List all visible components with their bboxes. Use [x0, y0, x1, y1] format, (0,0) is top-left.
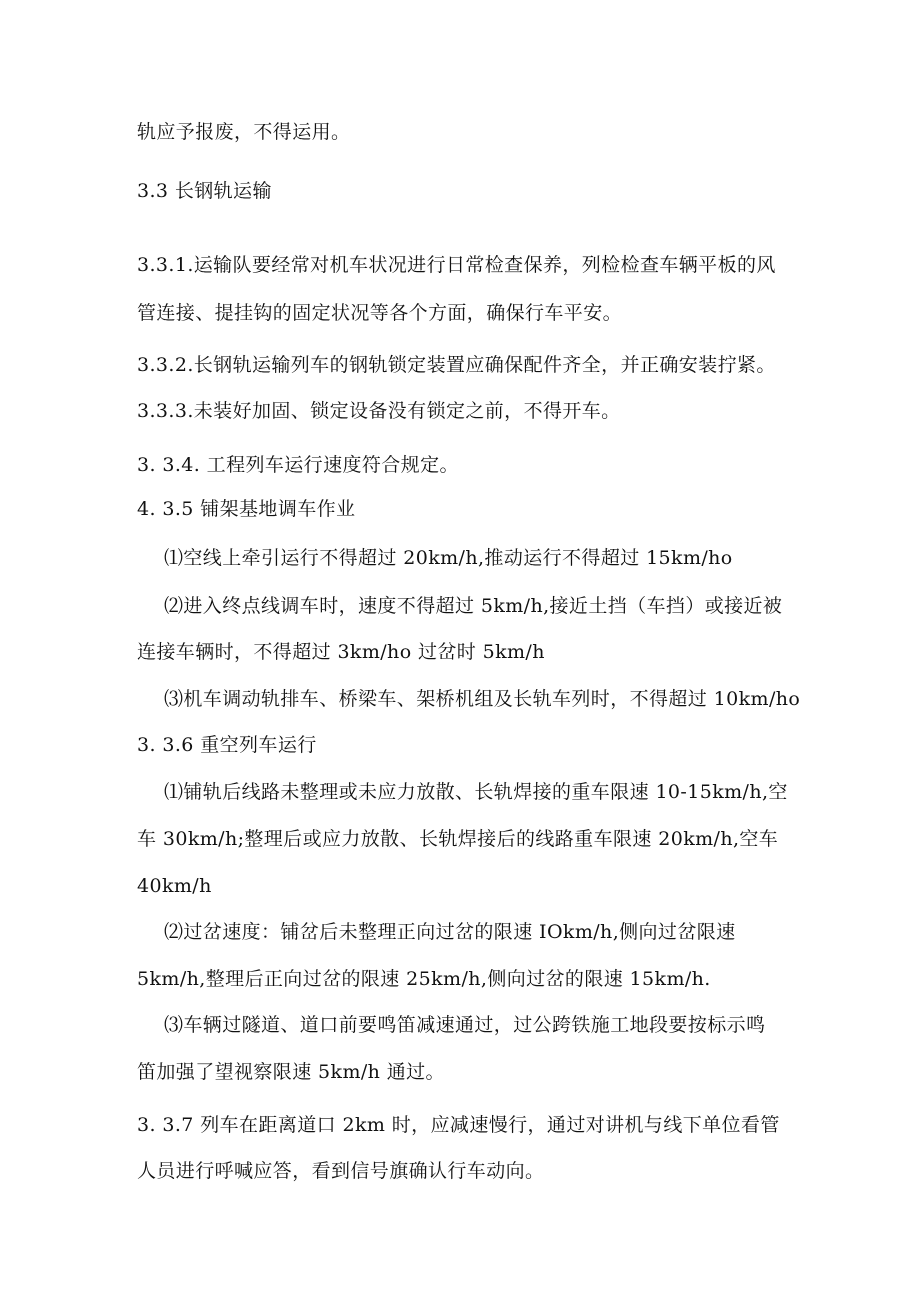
list-item: ⑶机车调动轨排车、桥梁车、架桥机组及长轨车列时，不得超过 10km/ho — [164, 688, 801, 710]
text-line: 人员进行呼喊应答，看到信号旗确认行车动向。 — [137, 1160, 545, 1182]
list-item: ⑵过岔速度：铺岔后未整理正向过岔的限速 IOkm∕h,侧向过岔限速 — [164, 921, 736, 943]
text-line: 3.3.2.长钢轨运输列车的钢轨锁定装置应确保配件齐全，并正确安装拧紧。 — [137, 354, 776, 376]
list-item: ⑵进入终点线调车时，速度不得超过 5km/h,接近土挡（车挡）或接近被 — [164, 595, 783, 617]
text-line: 轨应予报废，不得运用。 — [137, 121, 351, 143]
list-item: ⑴铺轨后线路未整理或未应力放散、长轨焊接的重车限速 10-15km∕h,空 — [164, 781, 788, 803]
text-line: 3.3.1.运输队要经常对机车状况进行日常检查保养，列检检查车辆平板的风 — [137, 254, 776, 276]
text-line: 笛加强了望视察限速 5km∕h 通过。 — [137, 1061, 445, 1083]
list-item: ⑶车辆过隧道、道口前要鸣笛减速通过，过公跨铁施工地段要按标示鸣 — [164, 1014, 766, 1036]
text-line: 连接车辆时，不得超过 3km/ho 过岔时 5km/h — [137, 641, 545, 663]
section-heading: 3. 3.6 重空列车运行 — [137, 734, 317, 756]
list-item: ⑴空线上牵引运行不得超过 20km∕h,推动运行不得超过 15km/ho — [164, 547, 733, 569]
text-line: 40km∕h — [137, 875, 212, 897]
text-line: 管连接、提挂钩的固定状况等各个方面，确保行车平安。 — [137, 302, 623, 324]
section-heading: 3.3 长钢轨运输 — [137, 180, 272, 202]
text-line: 5km∕h,整理后正向过岔的限速 25km∕h,侧向过岔的限速 15km/h. — [137, 968, 711, 990]
section-heading: 4. 3.5 铺架基地调车作业 — [137, 498, 356, 520]
text-line: 3.3.3.未装好加固、锁定设备没有锁定之前，不得开车。 — [137, 400, 621, 422]
text-line: 车 30km∕h;整理后或应力放散、长轨焊接后的线路重车限速 20km∕h,空车 — [137, 828, 779, 850]
text-line: 3. 3.4. 工程列车运行速度符合规定。 — [137, 454, 459, 476]
text-line: 3. 3.7 列车在距离道口 2km 时，应减速慢行，通过对讲机与线下单位看管 — [137, 1114, 780, 1136]
